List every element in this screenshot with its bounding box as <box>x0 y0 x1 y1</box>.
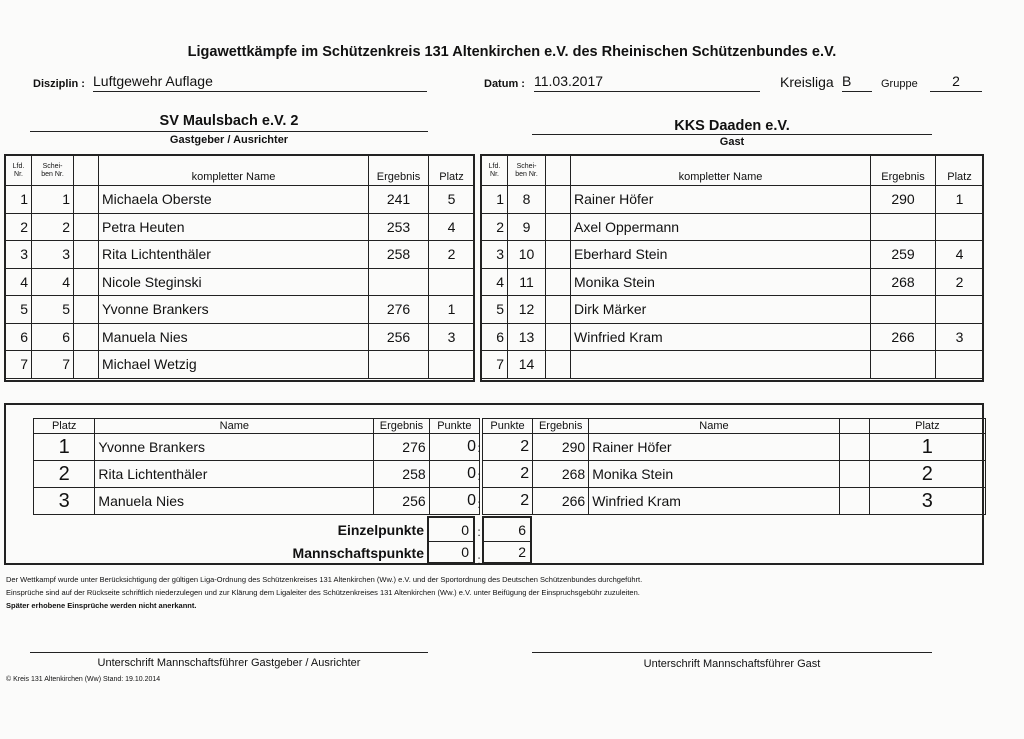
lfd-nr-cell: 3 <box>482 241 508 269</box>
home-result-row <box>34 434 480 461</box>
guest-result-row <box>483 461 986 488</box>
shooter-row <box>482 351 984 379</box>
lfd-nr-cell: 7 <box>6 351 32 379</box>
home-result-row <box>34 488 480 515</box>
scheiben-nr-cell: 1 <box>32 186 74 214</box>
lfd-nr-header: Lfd. Nr. <box>6 156 32 186</box>
scheiben-nr-cell: 13 <box>508 323 546 351</box>
home-result-row <box>34 461 480 488</box>
result-platz-cell: 3 <box>869 488 985 515</box>
result-spacer-cell <box>839 461 869 488</box>
result-name-cell: Winfried Kram <box>589 488 839 515</box>
shooter-name-cell: Manuela Nies <box>99 323 369 351</box>
home-signature-label: Unterschrift Mannschaftsführer Gastgeber / Ausrichter <box>97 657 361 669</box>
liga-label: Kreisliga <box>780 74 834 90</box>
result-platz-cell: 3 <box>34 488 95 515</box>
lfd-nr-cell: 5 <box>482 296 508 324</box>
shooter-row <box>6 213 475 241</box>
ergebnis-cell: 259 <box>871 241 936 269</box>
shooter-row <box>482 296 984 324</box>
result-ergebnis-cell: 276 <box>374 434 429 461</box>
datum-value: 11.03.2017 <box>534 73 604 89</box>
results-spacer-header <box>839 419 869 434</box>
spacer-cell <box>546 323 571 351</box>
result-name-cell: Yvonne Brankers <box>95 434 374 461</box>
results-platz-header: Platz <box>869 419 985 434</box>
scheiben-nr-cell: 5 <box>32 296 74 324</box>
mannschaftspunkte-home: 0 <box>427 542 475 564</box>
ergebnis-cell: 290 <box>871 186 936 214</box>
ergebnis-cell <box>871 296 936 324</box>
guest-signature-label: Unterschrift Mannschaftsführer Gast <box>643 658 821 670</box>
platz-cell: 4 <box>936 241 984 269</box>
results-punkte-header: Punkte <box>429 419 479 434</box>
result-ergebnis-cell: 290 <box>533 434 589 461</box>
lfd-nr-cell: 4 <box>482 268 508 296</box>
result-platz-cell: 2 <box>34 461 95 488</box>
scheiben-nr-cell: 2 <box>32 213 74 241</box>
copyright-text: © Kreis 131 Altenkirchen (Ww) Stand: 19.10.2014 <box>6 676 161 683</box>
home-shooter-table <box>5 155 475 379</box>
guest-result-row <box>483 488 986 515</box>
spacer-cell <box>546 296 571 324</box>
result-punkte-cell: 0 <box>429 461 479 488</box>
results-platz-header: Platz <box>34 419 95 434</box>
result-name-cell: Rita Lichtenthäler <box>95 461 374 488</box>
shooter-name-cell: Michael Wetzig <box>99 351 369 379</box>
ergebnis-cell <box>871 213 936 241</box>
shooter-name-cell: Rainer Höfer <box>571 186 871 214</box>
lfd-nr-cell: 5 <box>6 296 32 324</box>
result-ergebnis-cell: 256 <box>374 488 429 515</box>
spacer-cell <box>546 351 571 379</box>
platz-cell: 3 <box>429 323 475 351</box>
result-name-cell: Rainer Höfer <box>589 434 839 461</box>
guest-team-role: Gast <box>719 136 745 148</box>
spacer-cell <box>546 241 571 269</box>
result-ergebnis-cell: 268 <box>533 461 589 488</box>
disziplin-value: Luftgewehr Auflage <box>93 73 213 89</box>
platz-cell: 4 <box>429 213 475 241</box>
scheiben-nr-cell: 3 <box>32 241 74 269</box>
shooter-name-cell: Nicole Steginski <box>99 268 369 296</box>
name-header: kompletter Name <box>571 156 871 186</box>
home-team-underline <box>30 131 428 132</box>
mannschaftspunkte-label: Mannschaftspunkte <box>292 545 424 561</box>
spacer-cell <box>74 241 99 269</box>
disziplin-label: Disziplin : <box>33 78 85 90</box>
results-ergebnis-header: Ergebnis <box>374 419 429 434</box>
rules-line-2: Einsprüche sind auf der Rückseite schriftlich niederzulegen und zur Klärung dem Ligaleiter des Schützenkreises 131 Altenkirchen (Ww.) e.V. unter Beifügung der Einspruchsgebühr zuzuleiten. <box>6 588 640 597</box>
guest-shooter-table <box>481 155 984 379</box>
gruppe-value: 2 <box>952 73 960 89</box>
result-punkte-cell: 2 <box>483 434 533 461</box>
platz-cell <box>936 213 984 241</box>
scheiben-nr-header: Schei- ben Nr. <box>508 156 546 186</box>
result-ergebnis-cell: 258 <box>374 461 429 488</box>
score-colon: : <box>477 553 481 567</box>
spacer-cell <box>74 323 99 351</box>
shooter-row <box>482 213 984 241</box>
result-punkte-cell: 2 <box>483 488 533 515</box>
shooter-name-cell: Monika Stein <box>571 268 871 296</box>
shooter-row <box>6 241 475 269</box>
rules-text <box>6 573 1016 612</box>
lfd-nr-cell: 1 <box>6 186 32 214</box>
score-colon: : <box>477 441 481 455</box>
guest-team-name: KKS Daaden e.V. <box>674 118 790 134</box>
guest-signature-line <box>532 652 932 653</box>
ergebnis-cell: 258 <box>369 241 429 269</box>
ergebnis-header: Ergebnis <box>871 156 936 186</box>
shooter-name-cell: Axel Oppermann <box>571 213 871 241</box>
name-header: kompletter Name <box>99 156 369 186</box>
scheiben-nr-cell: 11 <box>508 268 546 296</box>
ergebnis-cell: 241 <box>369 186 429 214</box>
score-colon: : <box>477 497 481 511</box>
form-title: Ligawettkämpfe im Schützenkreis 131 Altenkirchen e.V. des Rheinischen Schützenbundes e.V. <box>187 44 837 60</box>
platz-cell: 2 <box>429 241 475 269</box>
ergebnis-cell: 253 <box>369 213 429 241</box>
home-team-role: Gastgeber / Ausrichter <box>169 134 289 146</box>
scheiben-nr-cell: 4 <box>32 268 74 296</box>
scheiben-nr-cell: 10 <box>508 241 546 269</box>
spacer-cell <box>546 213 571 241</box>
shooter-row <box>482 268 984 296</box>
score-colon: : <box>477 525 481 539</box>
result-platz-cell: 1 <box>869 434 985 461</box>
einzelpunkte-guest: 6 <box>482 516 532 542</box>
rules-line-3: Später erhobene Einsprüche werden nicht anerkannt. <box>6 601 197 610</box>
ergebnis-cell: 268 <box>871 268 936 296</box>
einzelpunkte-label: Einzelpunkte <box>337 522 424 538</box>
spacer-cell <box>546 268 571 296</box>
results-ergebnis-header: Ergebnis <box>533 419 589 434</box>
shooter-name-cell: Dirk Märker <box>571 296 871 324</box>
results-name-header: Name <box>589 419 839 434</box>
result-punkte-cell: 0 <box>429 434 479 461</box>
platz-cell: 5 <box>429 186 475 214</box>
lfd-nr-cell: 1 <box>482 186 508 214</box>
platz-header: Platz <box>936 156 984 186</box>
gruppe-field <box>930 73 982 92</box>
platz-cell <box>936 351 984 379</box>
spacer-cell <box>74 186 99 214</box>
ergebnis-cell: 256 <box>369 323 429 351</box>
ergebnis-cell <box>871 351 936 379</box>
scheiben-nr-cell: 9 <box>508 213 546 241</box>
platz-cell: 1 <box>429 296 475 324</box>
score-colon: : <box>477 469 481 483</box>
shooter-name-cell: Yvonne Brankers <box>99 296 369 324</box>
shooter-row <box>6 351 475 379</box>
home-signature-line <box>30 652 428 653</box>
shooter-name-cell: Petra Heuten <box>99 213 369 241</box>
shooter-row <box>6 323 475 351</box>
rules-line-1: Der Wettkampf wurde unter Berücksichtigung der gültigen Liga-Ordnung des Schützenkreises 131 Altenkirchen (Ww.) e.V. und der Sportordnung des Deutschen Schützenbundes durchgeführt. <box>6 575 643 584</box>
platz-cell: 2 <box>936 268 984 296</box>
shooter-row <box>6 296 475 324</box>
ergebnis-cell <box>369 268 429 296</box>
result-name-cell: Monika Stein <box>589 461 839 488</box>
lfd-nr-cell: 6 <box>6 323 32 351</box>
results-punkte-header: Punkte <box>483 419 533 434</box>
spacer-cell <box>74 268 99 296</box>
liga-field <box>842 73 872 92</box>
result-spacer-cell <box>839 434 869 461</box>
shooter-name-cell: Eberhard Stein <box>571 241 871 269</box>
shooter-row <box>6 186 475 214</box>
home-results-header <box>34 419 480 434</box>
platz-header: Platz <box>429 156 475 186</box>
shooter-name-cell: Michaela Oberste <box>99 186 369 214</box>
platz-cell: 1 <box>936 186 984 214</box>
platz-cell <box>936 296 984 324</box>
ergebnis-cell: 266 <box>871 323 936 351</box>
einzelpunkte-home: 0 <box>427 516 475 542</box>
result-punkte-cell: 0 <box>429 488 479 515</box>
mannschaftspunkte-guest: 2 <box>482 542 532 564</box>
guest-result-row <box>483 434 986 461</box>
lfd-nr-cell: 2 <box>482 213 508 241</box>
ergebnis-cell <box>369 351 429 379</box>
scheiben-nr-header: Schei- ben Nr. <box>32 156 74 186</box>
shooter-row <box>482 241 984 269</box>
disziplin-field <box>93 73 427 92</box>
home-results-table <box>33 418 480 515</box>
shooter-name-cell: Winfried Kram <box>571 323 871 351</box>
scheiben-nr-cell: 14 <box>508 351 546 379</box>
platz-cell: 3 <box>936 323 984 351</box>
shooter-row <box>6 268 475 296</box>
platz-cell <box>429 351 475 379</box>
datum-label: Datum : <box>484 78 525 90</box>
shooter-row <box>482 323 984 351</box>
home-table-header <box>6 156 475 186</box>
shooter-row <box>482 186 984 214</box>
spacer-header <box>74 156 99 186</box>
result-platz-cell: 1 <box>34 434 95 461</box>
liga-value: B <box>842 73 852 89</box>
lfd-nr-cell: 2 <box>6 213 32 241</box>
lfd-nr-cell: 6 <box>482 323 508 351</box>
result-name-cell: Manuela Nies <box>95 488 374 515</box>
scheiben-nr-cell: 12 <box>508 296 546 324</box>
lfd-nr-cell: 7 <box>482 351 508 379</box>
shooter-name-cell: Rita Lichtenthäler <box>99 241 369 269</box>
guest-results-table <box>482 418 986 515</box>
result-ergebnis-cell: 266 <box>533 488 589 515</box>
spacer-header <box>546 156 571 186</box>
home-team-name: SV Maulsbach e.V. 2 <box>159 113 299 129</box>
spacer-cell <box>546 186 571 214</box>
ergebnis-cell: 276 <box>369 296 429 324</box>
guest-results-header <box>483 419 986 434</box>
scheiben-nr-cell: 8 <box>508 186 546 214</box>
guest-team-underline <box>532 134 932 135</box>
spacer-cell <box>74 351 99 379</box>
lfd-nr-cell: 4 <box>6 268 32 296</box>
lfd-nr-cell: 3 <box>6 241 32 269</box>
scheiben-nr-cell: 7 <box>32 351 74 379</box>
platz-cell <box>429 268 475 296</box>
result-platz-cell: 2 <box>869 461 985 488</box>
shooter-name-cell <box>571 351 871 379</box>
result-punkte-cell: 2 <box>483 461 533 488</box>
spacer-cell <box>74 296 99 324</box>
guest-table-header <box>482 156 984 186</box>
result-spacer-cell <box>839 488 869 515</box>
datum-field <box>534 73 760 92</box>
results-name-header: Name <box>95 419 374 434</box>
spacer-cell <box>74 213 99 241</box>
lfd-nr-header: Lfd. Nr. <box>482 156 508 186</box>
ergebnis-header: Ergebnis <box>369 156 429 186</box>
gruppe-label: Gruppe <box>881 78 918 90</box>
scheiben-nr-cell: 6 <box>32 323 74 351</box>
